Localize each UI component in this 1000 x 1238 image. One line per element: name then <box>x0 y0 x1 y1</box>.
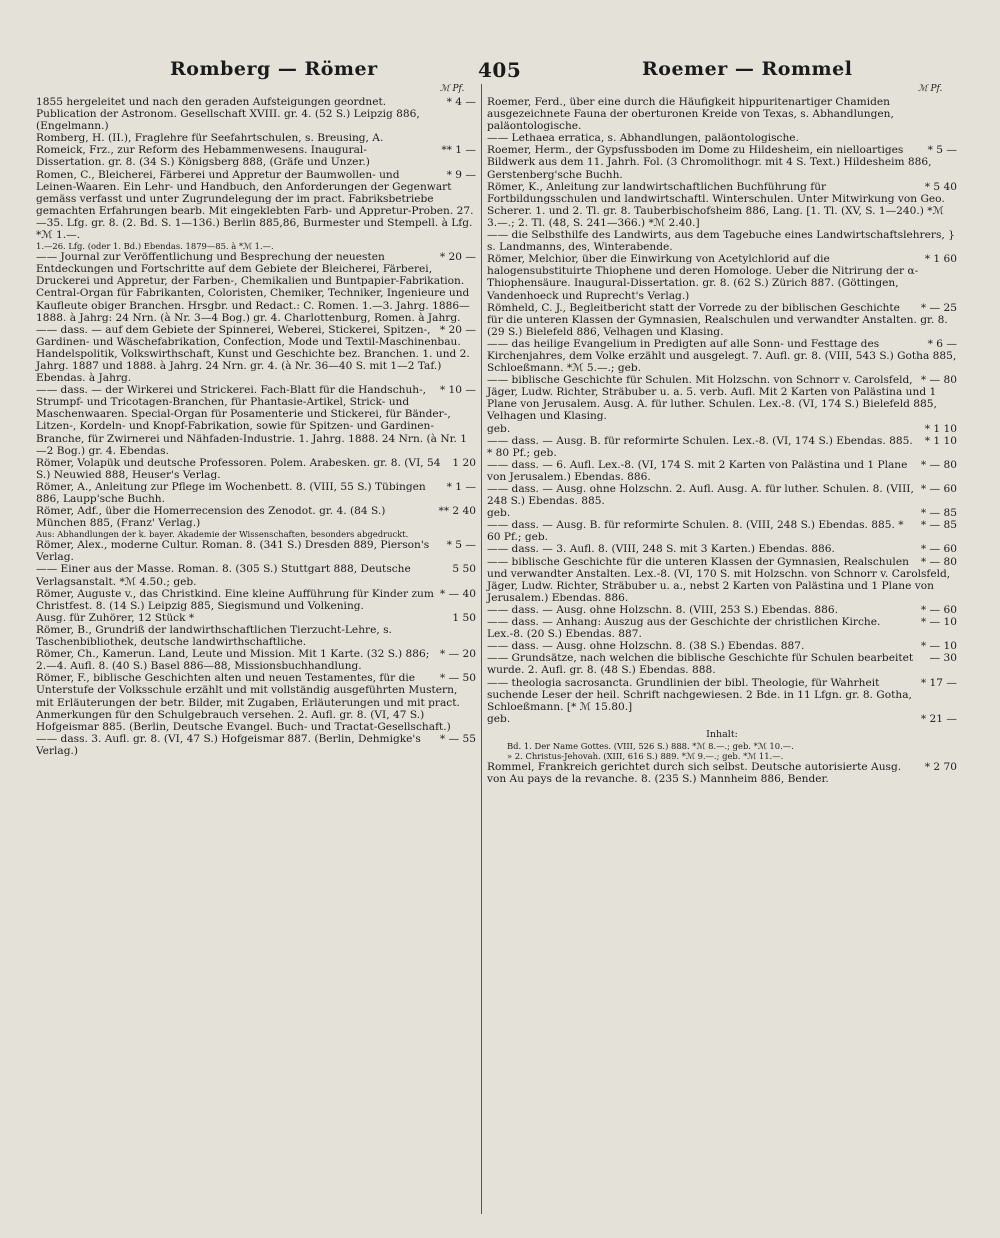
entry-price: * 20 — <box>439 323 476 336</box>
entry-price: * — 10 <box>920 616 957 629</box>
entry-text: —— biblische Geschichte für Schulen. Mit Holzschn. von Schnorr v. Carolsfeld, Jäger, Ludw. Richter, Sträbuber u. a. 5. verb. Aufl. Mit 2 Karten von Palästina und 1 Plane von Jerusalem. Ausg. A. für luther. Schulen. Lex.-8. (VI, 174 S.) Bielefeld 885, Velhagen und Klasing. <box>487 374 937 423</box>
entry-text: —— dass. — 6. Aufl. Lex.-8. (VI, 174 S. mit 2 Karten von Palästina und 1 Plane von Jerusalem.) Ebendas. 886. <box>487 458 908 483</box>
entry-text: —— Lethaea erratica, s. Abhandlungen, paläontologische. <box>487 132 799 145</box>
entry-text: Römer, Volapük und deutsche Professoren. Polem. Arabesken. gr. 8. (VI, 54 S.) Neuwied 888, Heuser's Verlag. <box>36 456 441 481</box>
entry-price: * — 80 <box>920 555 957 568</box>
entry-text: —— Journal zur Veröffentlichung und Besprechung der neuesten Entdeckungen und Fortschritte auf dem Gebiete der Bleicherei, Färberei, Druckerei und Appretur, der Farben-, Chemikalien und Buntpapier-Fabrikation. Central-Organ für Fabrikanten, Coloristen, Chemiker, Techniker, Ingenieure und Kaufleute obiger Branchen. Hrsgbr. und Redact.: C. Romen. 1.—3. Jahrg. 1886—1888. à Jahrg: 24 Nrn. (à Nr. 3—4 Bog.) gr. 4. Charlottenburg, Romen. à Jahrg. <box>36 251 470 324</box>
entry-price: * 21 — <box>920 712 957 725</box>
catalog-entry <box>487 713 957 725</box>
entry-price: ** 1 — <box>441 144 476 157</box>
catalog-entry <box>36 539 476 563</box>
catalog-entry <box>487 677 957 713</box>
catalog-entry <box>487 616 957 640</box>
entry-text: 1855 hergeleitet und nach den geraden Aufsteigungen geordnet. Publication der Astronom. Gesellschaft XVIII. gr. 4. (52 S.) Leipzig 886, (Engelmann.) <box>36 96 420 133</box>
catalog-entry <box>487 604 957 616</box>
catalog-entry <box>487 652 957 676</box>
entry-text: —— die Selbsthilfe des Landwirts, aus dem Tagebuche eines Landwirtschaftslehrers, } s. Landmanns, des, Winterabende. <box>487 229 955 254</box>
catalog-entry <box>36 733 476 757</box>
entry-price: * 20 — <box>439 251 476 264</box>
entry-text: —— theologia sacrosancta. Grundlinien der bibl. Theologie, für Wahrheit suchende Leser der heil. Schrift nachgewiesen. 2 Bde. in 11 Lfgn. gr. 8. Gotha, Schloeßmann. [* ℳ 15.80.] <box>487 676 912 713</box>
entry-price: * — 80 <box>920 374 957 387</box>
column-divider <box>481 84 482 1214</box>
catalog-entry <box>36 481 476 505</box>
catalog-entry <box>487 507 957 519</box>
catalog-entry <box>36 588 476 612</box>
catalog-entry <box>36 144 476 168</box>
entry-price: * 1 — <box>446 480 476 493</box>
entry-price: 1 20 <box>452 456 476 469</box>
catalog-entry <box>487 144 957 180</box>
entry-price: * 5 40 <box>924 180 957 193</box>
catalog-entry <box>36 251 476 324</box>
entry-text: Ausg. für Zuhörer, 12 Stück * <box>36 611 195 624</box>
entry-price: * — 20 <box>439 648 476 661</box>
catalog-entry <box>487 761 957 785</box>
catalog-entry <box>487 181 957 229</box>
catalog-entry <box>487 640 957 652</box>
entry-text: geb. <box>487 712 511 725</box>
header-right-title: Roemer — Rommel <box>642 58 853 80</box>
entry-price: * — 60 <box>920 543 957 556</box>
entry-text: geb. <box>487 507 511 520</box>
catalog-entry <box>36 132 476 144</box>
entry-text: —— das heilige Evangelium in Predigten auf alle Sonn- und Festtage des Kirchenjahres, dem Volke erzählt und ausgelegt. 7. Aufl. gr. 8. (VIII, 543 S.) Gotha 885, Schloeßmann. *ℳ 5.—.; geb. <box>487 337 957 375</box>
catalog-entry <box>36 324 476 384</box>
entry-text: Römer, Adf., über die Homerrecension des Zenodot. gr. 4. (84 S.) München 885, (Franz' Verlag.) <box>36 505 386 530</box>
entry-text: —— dass. — Ausg. ohne Holzschn. 2. Aufl. Ausg. A. für luther. Schulen. 8. (VIII, 248 S.) Ebendas. 885. <box>487 483 914 508</box>
left-column <box>36 96 476 757</box>
catalog-entry <box>36 529 476 539</box>
entry-text: Römer, B., Grundriß der landwirthschaftlichen Tierzucht-Lehre, s. Taschenbibliothek, deutsche landwirthschaftliche. <box>36 623 392 649</box>
currency-heading-left: ℳ Pf. <box>440 84 465 94</box>
catalog-entry <box>487 302 957 338</box>
entry-price: ** 2 40 <box>438 505 476 518</box>
catalog-entry <box>487 229 957 253</box>
entry-price: * 5 — <box>927 144 957 157</box>
catalog-entry <box>487 556 957 604</box>
entry-text: —— dass. — Ausg. B. für reformirte Schulen. 8. (VIII, 248 S.) Ebendas. 885. * 60 Pf.; geb. <box>487 519 904 544</box>
catalog-entry <box>36 648 476 672</box>
entry-price: * 1 10 <box>924 434 957 447</box>
entry-text: —— dass. — Anhang: Auszug aus der Geschichte der christlichen Kirche. Lex.-8. (20 S.) Ebendas. 887. <box>487 616 881 641</box>
entry-price: * — 60 <box>920 603 957 616</box>
catalog-entry <box>36 672 476 732</box>
catalog-entry <box>487 96 957 132</box>
catalog-entry <box>487 483 957 507</box>
entry-price: * — 85 <box>920 519 957 532</box>
catalog-entry <box>487 338 957 374</box>
entry-text: —— Grundsätze, nach welchen die biblische Geschichte für Schulen bearbeitet wurde. 2. Aufl. gr. 8. (48 S.) Ebendas. 888. <box>487 652 914 677</box>
entry-price: * — 25 <box>920 301 957 314</box>
entry-price: * — 50 <box>439 672 476 685</box>
entry-text: —— dass. — 3. Aufl. 8. (VIII, 248 S. mit 3 Karten.) Ebendas. 886. <box>487 543 835 556</box>
entry-price: — 30 <box>929 652 957 665</box>
entry-price: * — 60 <box>920 483 957 495</box>
catalog-entry <box>36 457 476 481</box>
entry-text: —— dass. 3. Aufl. gr. 8. (VI, 47 S.) Hofgeismar 887. (Berlin, Dehmigke's Verlag.) <box>36 732 421 757</box>
inhalt-title: Inhalt: <box>706 728 738 740</box>
catalog-entry <box>487 423 957 435</box>
entry-text: —— dass. — Ausg. ohne Holzschn. 8. (VIII, 253 S.) Ebendas. 886. <box>487 603 838 616</box>
entry-text: Römer, Melchior, über die Einwirkung von Acetylchlorid auf die halogensubstituirte Thiophene und deren Homologe. Ueber die Nitrirung der α-Thiophensäure. Inaugural-Dissertation. gr. 8. (62 S.) Zürich 887. (Göttingen, Vandenhoeck und Ruprecht's Verlag.) <box>487 253 919 302</box>
inhalt-line: » 2. Christus-Jehovah. (XIII, 616 S.) 889. *ℳ 9.—.; geb. *ℳ 11.—. <box>507 750 784 761</box>
entry-text: Aus: Abhandlungen der k. bayer. Akademie der Wissenschaften, besonders abgedruckt. <box>36 529 409 540</box>
entry-text: Römheld, C. J., Begleitbericht statt der Vorrede zu der biblischen Geschichte für die unteren Klassen der Gymnasien, Realschulen und verwandter Anstalten. gr. 8. (29 S.) Bielefeld 886, Velhagen und Klasing. <box>487 301 948 338</box>
entry-text: Römer, Ch., Kamerun. Land, Leute und Mission. Mit 1 Karte. (32 S.) 886; 2.—4. Aufl. 8. (40 S.) Basel 886—88, Missionsbuchhandlung. <box>36 648 430 673</box>
catalog-entry <box>487 519 957 543</box>
right-tail-entries <box>487 761 957 785</box>
catalog-entry <box>36 241 476 251</box>
entry-price: 5 50 <box>452 563 476 576</box>
entry-price: * — 40 <box>439 587 476 600</box>
entry-text: Römer, A., Anleitung zur Pflege im Wochenbett. 8. (VIII, 55 S.) Tübingen 886, Laupp'sche Buchh. <box>36 480 426 505</box>
entry-price: * 9 — <box>446 168 476 181</box>
entry-text: geb. <box>487 422 511 435</box>
catalog-entry <box>487 435 957 459</box>
catalog-entry <box>487 543 957 555</box>
entry-text: Römer, K., Anleitung zur landwirtschaftlichen Buchführung für Fortbildungsschulen und landwirtschaftl. Winterschulen. Unter Mitwirkung von Geo. Scherer. 1. und 2. Tl. gr. 8. Tauberbischofsheim 886, Lang. [1. Tl. (XV, S. 1—240.) *ℳ 3.—.; 2. Tl. (48, S. 241—366.) *ℳ 2.40.] <box>487 180 945 229</box>
entry-text: 1.—26. Lfg. (oder 1. Bd.) Ebendas. 1879—85. à *ℳ 1.—. <box>36 241 274 252</box>
catalog-entry <box>36 563 476 587</box>
entry-price: * 6 — <box>927 337 957 350</box>
entry-text: —— dass. — Ausg. B. für reformirte Schulen. Lex.-8. (VI, 174 S.) Ebendas. 885. * 80 Pf.; geb. <box>487 434 913 459</box>
entry-text: Romeick, Frz., zur Reform des Hebammenwesens. Inaugural-Dissertation. gr. 8. (34 S.) Königsberg 888, (Gräfe und Unzer.) <box>36 144 370 169</box>
entry-text: —— biblische Geschichte für die unteren Klassen der Gymnasien, Realschulen und verwandter Anstalten. Lex.-8. (VI, 170 S. mit Holzschn. von Schnorr v. Carolsfeld, Jäger, Ludw. Richter, Sträbuber u. a., nebst 2 Karten von Palästina und 1 Plane von Jerusalem.) Ebendas. 886. <box>487 555 951 604</box>
entry-text: Römer, Alex., moderne Cultur. Roman. 8. (341 S.) Dresden 889, Pierson's Verlag. <box>36 539 430 564</box>
inhalt-line: Bd. 1. Der Name Gottes. (VIII, 526 S.) 888. *ℳ 8.—.; geb. *ℳ 10.—. <box>507 740 794 751</box>
right-entries <box>487 96 957 725</box>
catalog-entry <box>487 374 957 422</box>
entry-price: * — 55 <box>439 732 476 745</box>
catalog-entry <box>36 624 476 648</box>
entry-text: —— dass. — der Wirkerei und Strickerei. Fach-Blatt für die Handschuh-, Strumpf- und Tricotagen-Branchen, für Phantasie-Artikel, Strick- und Maschenwaaren. Special-Organ für Posamenterie und Stickerei, für Bänder-, Litzen-, Kordeln- und Knopf-Fabrikation, sowie für Spitzen- und Gardinen-Branche, für Zwirnerei und Nähfaden-Industrie. 1. Jahrg. 1888. 24 Nrn. (à Nr. 1—2 Bog.) gr. 4. Ebendas. <box>36 384 467 457</box>
catalog-entry <box>36 612 476 624</box>
inhalt-block <box>487 729 957 761</box>
page-number: 405 <box>478 58 522 82</box>
entry-price: * — 80 <box>920 458 957 471</box>
entry-text: Roemer, Ferd., über eine durch die Häufigkeit hippuritenartiger Chamiden ausgezeichnete Fauna der oberturonen Kreide von Texas, s. Abhandlungen, paläontologische. <box>487 96 894 133</box>
catalog-entry <box>36 96 476 132</box>
currency-heading-right: ℳ Pf. <box>918 84 943 94</box>
catalog-entry <box>487 253 957 301</box>
catalog-entry <box>487 459 957 483</box>
entry-price: * 10 — <box>439 384 476 397</box>
catalog-entry <box>36 505 476 529</box>
entry-text: Roemer, Herm., der Gypsfussboden im Dome zu Hildesheim, ein nielloartiges Bildwerk aus dem 11. Jahrh. Fol. (3 Chromolithogr. mit 4 S. Text.) Hildesheim 886, Gerstenberg'sche Buchh. <box>487 144 932 181</box>
entry-text: Romberg, H. (II.), Fraglehre für Seefahrtschulen, s. Breusing, A. <box>36 132 384 145</box>
right-column <box>487 96 957 785</box>
entry-price: * 2 70 <box>924 760 957 773</box>
catalog-entry <box>487 132 957 144</box>
entry-text: Romen, C., Bleicherei, Färberei und Appretur der Baumwollen- und Leinen-Waaren. Ein Lehr- und Handbuch, den Anforderungen der Gegenwart gemäss verfasst und unter Zugrundelegung der im pract. Fabriksbetriebe gemachten Erfahrungen bearb. Mit eingeklebten Farb- und Appretur-Proben. 27.—35. Lfg. gr. 8. (2. Bd. S. 1—136.) Berlin 885,86, Burmester und Stempell. à Lfg. *ℳ 1.—. <box>36 168 474 242</box>
entry-price: 1 50 <box>452 611 476 624</box>
entry-text: —— Einer aus der Masse. Roman. 8. (305 S.) Stuttgart 888, Deutsche Verlagsanstalt. *ℳ 4.50.; geb. <box>36 563 411 588</box>
entry-text: —— dass. — auf dem Gebiete der Spinnerei, Weberei, Stickerei, Spitzen-, Gardinen- und Wäschefabrikation, Confection, Mode und Textil-Maschinenbau. Handelspolitik, Volkswirthschaft, Kunst und Geschichte bez. Branchen. 1. und 2. Jahrg. 1887 und 1888. à Jahrg. 24 Nrn. gr. 4. (à Nr. 36—40 S. mit 1—2 Taf.) Ebendas. à Jahrg. <box>36 323 470 385</box>
entry-text: —— dass. — Ausg. ohne Holzschn. 8. (38 S.) Ebendas. 887. <box>487 640 805 653</box>
catalog-entry <box>36 169 476 242</box>
entry-price: * 17 — <box>920 676 957 689</box>
entry-price: * 1 60 <box>924 253 957 266</box>
entry-text: Römer, Auguste v., das Christkind. Eine kleine Aufführung für Kinder zum Christfest. 8. (14 S.) Leipzig 885, Siegismund und Volkening. <box>36 587 434 612</box>
catalog-entry <box>36 384 476 457</box>
entry-price: * 5 — <box>446 539 476 552</box>
entry-text: Rommel, Frankreich gerichtet durch sich selbst. Deutsche autorisierte Ausg. von Au pays de la revanche. 8. (235 S.) Mannheim 886, Bender. <box>487 760 902 786</box>
entry-price: * 1 10 <box>924 422 957 435</box>
entry-price: * 4 — <box>446 96 476 108</box>
header-left-title: Romberg — Römer <box>170 58 378 80</box>
entry-price: * — 85 <box>920 507 957 520</box>
entry-text: Römer, F., biblische Geschichten alten und neuen Testamentes, für die Unterstufe der Volksschule erzählt und mit vollständig ausgeführten Mustern, mit Erläuterungen der betr. Bilder, mit Zugaben, Erläuterungen und mit pract. Anmerkungen für den Schulgebrauch versehen. 2. Aufl. gr. 8. (VI, 47 S.) Hofgeismar 885. (Berlin, Deutsche Evangel. Buch- und Tractat-Gesellschaft.) <box>36 672 460 733</box>
entry-price: * — 10 <box>920 640 957 653</box>
